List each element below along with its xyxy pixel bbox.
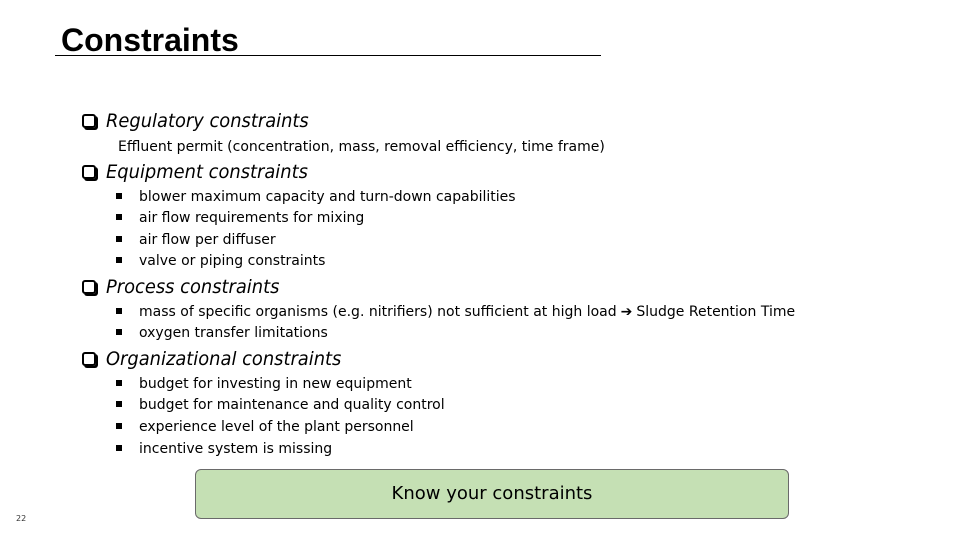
square-bullet-icon [116, 308, 122, 314]
square-bullet-icon [116, 236, 122, 242]
list-item-text: blower maximum capacity and turn-down capabilities [139, 189, 516, 205]
square-bullet-icon [116, 380, 122, 386]
checkbox-bullet-icon [82, 280, 96, 294]
list-item [116, 251, 325, 271]
heading-label: Equipment constraints [106, 161, 308, 183]
list-item-text: incentive system is missing [139, 441, 333, 457]
list-item [116, 187, 516, 207]
square-bullet-icon [116, 445, 122, 451]
list-item-text: valve or piping constraints [139, 253, 326, 269]
list-item [116, 230, 276, 250]
list-item-text: budget for maintenance and quality control [139, 397, 445, 413]
list-item [116, 208, 364, 228]
checkbox-bullet-icon [82, 165, 96, 179]
list-item [116, 439, 332, 459]
list-item [116, 417, 414, 437]
list-item-text: oxygen transfer limitations [139, 325, 328, 341]
list-item-text: mass of specific organisms (e.g. nitrifiers) not sufficient at high load [139, 304, 617, 320]
heading-label: Organizational constraints [106, 348, 342, 370]
heading-label: Process constraints [106, 276, 280, 298]
heading-regulatory [82, 109, 322, 133]
title-underline [55, 55, 601, 56]
heading-process [82, 275, 290, 299]
slide-title: Constraints [61, 22, 239, 58]
list-item [116, 374, 412, 394]
heading-label: Regulatory constraints [106, 110, 309, 132]
list-item-text: budget for investing in new equipment [139, 376, 412, 392]
heading-organizational [82, 347, 356, 371]
square-bullet-icon [116, 401, 122, 407]
checkbox-bullet-icon [82, 114, 96, 128]
page-number: 22 [16, 514, 27, 523]
square-bullet-icon [116, 193, 122, 199]
arrow-target-text: Sludge Retention Time [636, 304, 796, 320]
list-item-text: experience level of the plant personnel [139, 419, 414, 435]
list-item-text: air flow requirements for mixing [139, 210, 365, 226]
heading-equipment [82, 160, 321, 184]
square-bullet-icon [116, 423, 122, 429]
square-bullet-icon [116, 214, 122, 220]
right-arrow-icon: ➔ [620, 304, 633, 320]
square-bullet-icon [116, 329, 122, 335]
regulatory-note: Effluent permit (concentration, mass, removal efficiency, time frame) [118, 139, 605, 155]
list-item [116, 302, 795, 322]
list-item [116, 395, 445, 415]
list-item [116, 323, 328, 343]
callout-box: Know your constraints [195, 469, 789, 519]
list-item-text: air flow per diffuser [139, 232, 276, 248]
square-bullet-icon [116, 257, 122, 263]
checkbox-bullet-icon [82, 352, 96, 366]
